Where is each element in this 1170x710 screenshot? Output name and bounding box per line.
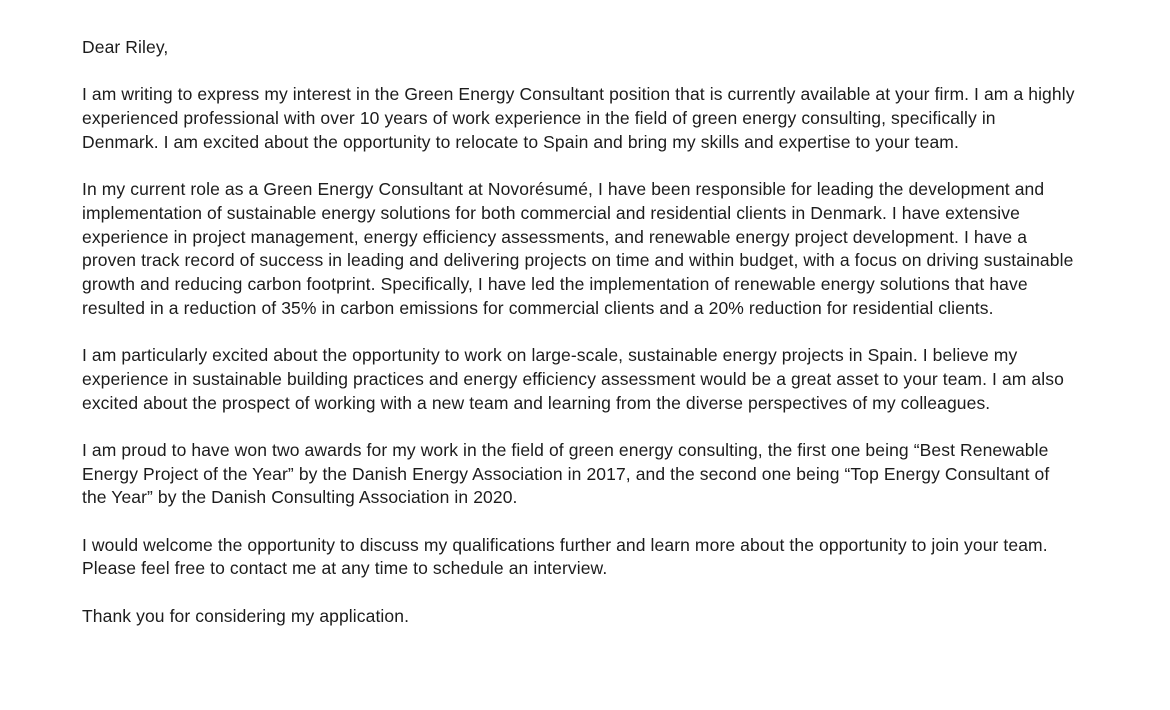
letter-paragraph-awards: I am proud to have won two awards for my work in the field of green energy consulting, the first one being “Best Renewable Energy Project of the Year” by the Danish Energy Association in 2017, and the second one being “Top Energy Consultant of the Year” by the Danish Consulting Association in 2020. xyxy=(82,439,1050,508)
letter-paragraph-invitation: I would welcome the opportunity to discuss my qualifications further and learn more about the opportunity to join your team. Please feel free to contact me at any time to schedule an interview. xyxy=(82,534,1048,579)
letter-salutation: Dear Riley, xyxy=(82,37,169,57)
letter-closing: Thank you for considering my application. xyxy=(82,605,410,626)
letter-paragraph-excitement: I am particularly excited about the opportunity to work on large-scale, sustainable energy projects in Spain. I believe my experience in sustainable building practices and energy efficiency assessment would be a great asset to your team. I am also excited about the prospect of working with a new team and learning from the diverse perspectives of my colleagues. xyxy=(82,345,1064,413)
letter-paragraph-current-role: In my current role as a Green Energy Consultant at Novorésumé, I have been responsible for leading the development and implementation of sustainable energy solutions for both commercial and residential clients in Denmark. I have extensive experience in project management, energy efficiency assessments, and renewable energy project development. I have a proven track record of success in leading and delivering projects on time and within budget, with a focus on driving sustainable growth and reducing carbon footprint. Specifically, I have led the implementation of renewable energy solutions that have resulted in a reduction of 35% in carbon emissions for commercial clients and a 20% reduction for residential clients. xyxy=(82,179,1074,318)
letter-paragraph-intro: I am writing to express my interest in the Green Energy Consultant position that is currently available at your firm. I am a highly experienced professional with over 10 years of work experience in the field of green energy consulting, specifically in Denmark. I am excited about the opportunity to relocate to Spain and bring my skills and expertise to your team. xyxy=(82,84,1075,152)
